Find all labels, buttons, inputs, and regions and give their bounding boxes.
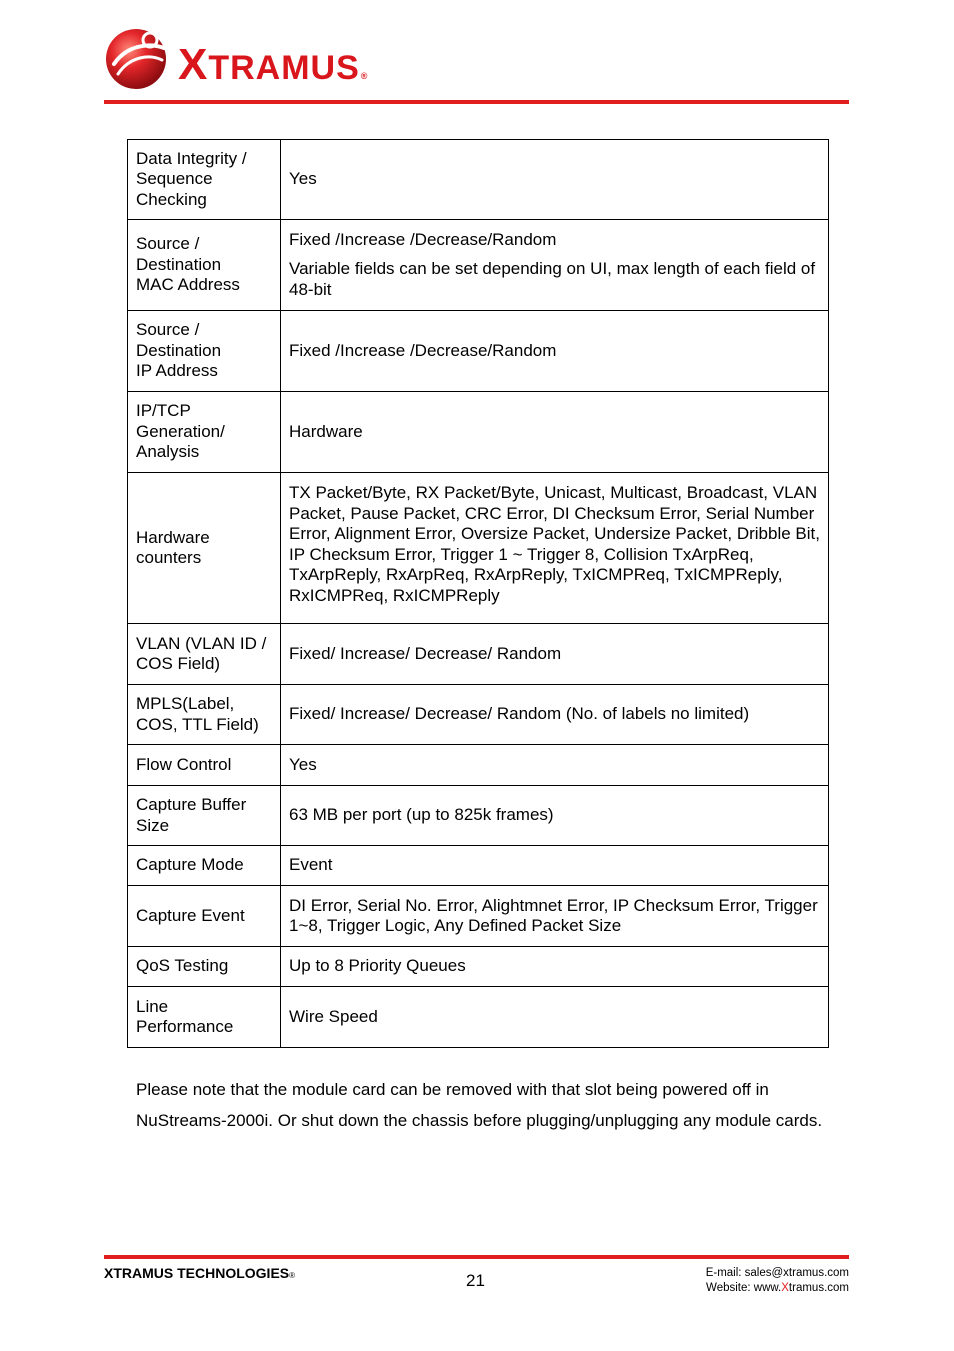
feature-cell: Capture Event <box>128 886 281 947</box>
value-cell: Event <box>281 846 829 886</box>
value-cell: Wire Speed <box>281 987 829 1048</box>
note-paragraph: Please note that the module card can be removed with that slot being powered off in NuStreams-2000i. Or shut down the chassis before plugging/unplugging any module cards. <box>136 1080 823 1130</box>
table-row <box>128 624 829 685</box>
feature-cell: Source / Destination IP Address <box>128 311 281 392</box>
page-number: 21 <box>466 1271 485 1290</box>
table-row <box>128 987 829 1048</box>
value-cell: Yes <box>281 745 829 786</box>
table-row <box>128 947 829 987</box>
value-cell: Fixed/ Increase/ Decrease/ Random <box>281 624 829 685</box>
value-cell: Yes <box>281 140 829 220</box>
value-cell: Fixed/ Increase/ Decrease/ Random (No. of labels no limited) <box>281 685 829 745</box>
table-row <box>128 311 829 392</box>
table-row <box>128 473 829 624</box>
spec-table <box>127 139 829 1048</box>
value-cell: TX Packet/Byte, RX Packet/Byte, Unicast, Multicast, Broadcast, VLAN Packet, Pause Packet, CRC Error, DI Checksum Error, Serial Number Error, Alignment Error, Oversize Packet, Undersize Packet, Dribble Bit, IP Checksum Error, Trigger 1 ~ Trigger 8, Collision TxArpReq, TxArpReply, RxArpReq, RxArpReply, TxICMPReq, TxICMPReply, RxICMPReq, RxICMPReply <box>281 473 829 624</box>
feature-cell: QoS Testing <box>128 947 281 987</box>
logo-wordmark: XTRAMUS® <box>178 40 369 89</box>
footer-divider <box>104 1255 849 1259</box>
value-cell: Fixed /Increase /Decrease/Random Variable fields can be set depending on UI, max length of each field of 48-bit <box>281 220 829 311</box>
feature-cell: MPLS(Label, COS, TTL Field) <box>128 685 281 745</box>
feature-cell: VLAN (VLAN ID / COS Field) <box>128 624 281 685</box>
footer-website: Website: www.Xtramus.com <box>706 1282 849 1294</box>
feature-cell: Source / Destination MAC Address <box>128 220 281 311</box>
xtramus-logo-icon <box>104 26 170 92</box>
table-row <box>128 392 829 473</box>
table-row <box>128 886 829 947</box>
feature-cell: Line Performance <box>128 987 281 1048</box>
table-row <box>128 846 829 886</box>
table-row <box>128 140 829 220</box>
footer-email: E-mail: sales@xtramus.com <box>705 1267 849 1279</box>
value-cell: 63 MB per port (up to 825k frames) <box>281 786 829 846</box>
feature-cell: Data Integrity / Sequence Checking <box>128 140 281 220</box>
footer-contact <box>706 1266 849 1296</box>
value-cell: Hardware <box>281 392 829 473</box>
value-cell: DI Error, Serial No. Error, Alightmnet Error, IP Checksum Error, Trigger 1~8, Trigger Logic, Any Defined Packet Size <box>281 886 829 947</box>
header-divider <box>104 100 849 104</box>
table-row <box>128 685 829 745</box>
feature-cell: IP/TCP Generation/ Analysis <box>128 392 281 473</box>
footer-company: XTRAMUS TECHNOLOGIES® <box>104 1265 296 1281</box>
value-cell: Up to 8 Priority Queues <box>281 947 829 987</box>
table-row <box>128 220 829 311</box>
table-row <box>128 745 829 786</box>
feature-cell: Hardware counters <box>128 473 281 624</box>
table-row <box>128 786 829 846</box>
value-cell: Fixed /Increase /Decrease/Random <box>281 311 829 392</box>
feature-cell: Capture Buffer Size <box>128 786 281 846</box>
page-header <box>104 26 849 106</box>
feature-cell: Flow Control <box>128 745 281 786</box>
feature-cell: Capture Mode <box>128 846 281 886</box>
